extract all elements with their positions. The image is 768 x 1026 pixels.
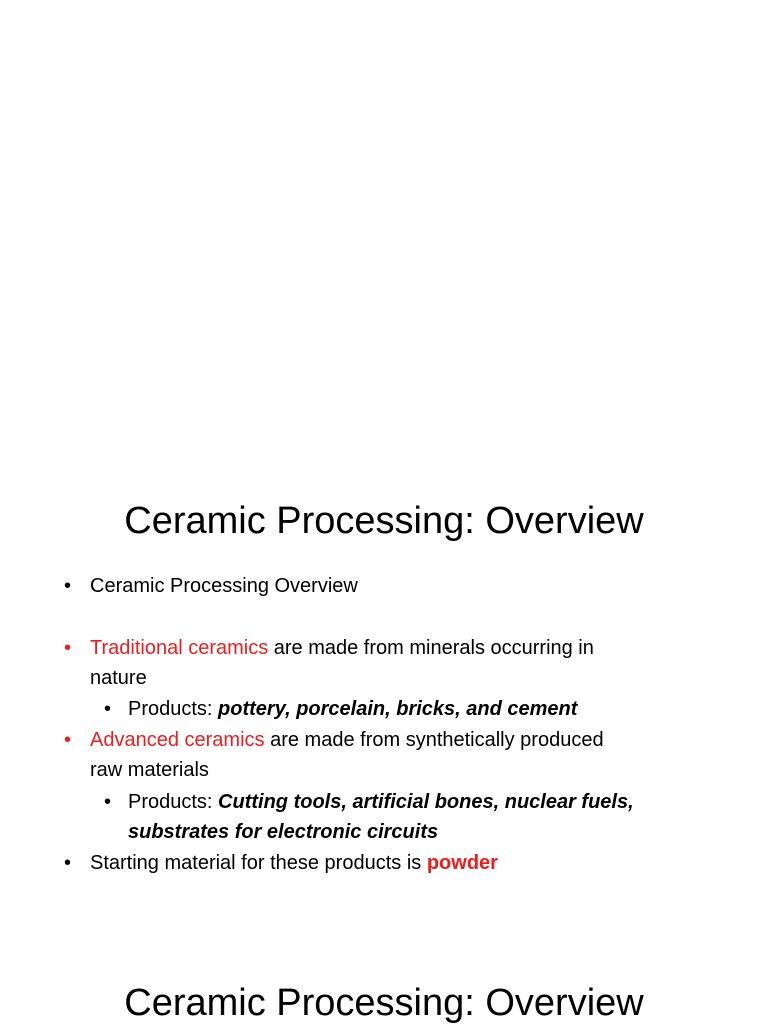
slide-title: Ceramic Processing: Overview	[124, 982, 644, 1024]
advanced-products-list: Cutting tools, artificial bones, nuclear fuels,	[218, 791, 634, 813]
highlight-traditional-ceramics: Traditional ceramics	[90, 637, 269, 659]
traditional-products-list: pottery, porcelain, bricks, and cement	[218, 698, 578, 720]
sub-bullet-marker: •	[104, 698, 112, 720]
highlight-powder: powder	[426, 852, 498, 874]
bullet-text-starting-material	[90, 848, 498, 878]
products-label: Products:	[128, 698, 219, 720]
bullet-marker: •	[64, 729, 72, 751]
bullet-marker: •	[64, 852, 72, 874]
advanced-description: are made from synthetically produced	[264, 729, 604, 751]
traditional-description: are made from minerals occurring in	[268, 637, 594, 659]
sub-bullet-marker: •	[104, 791, 112, 813]
bullet-text-advanced	[90, 725, 604, 755]
bullet-text-overview: Ceramic Processing Overview	[90, 575, 358, 597]
sub-bullet-traditional-products	[128, 694, 577, 724]
advanced-products-list-cont: substrates for electronic circuits	[128, 821, 439, 843]
highlight-advanced-ceramics: Advanced ceramics	[90, 729, 265, 751]
starting-material-text: Starting material for these products is	[90, 852, 427, 874]
traditional-description-cont: nature	[90, 667, 147, 689]
slide-title: Ceramic Processing: Overview	[124, 500, 644, 542]
sub-bullet-advanced-products	[128, 787, 634, 817]
advanced-description-cont: raw materials	[90, 759, 209, 781]
bullet-text-traditional	[90, 633, 594, 663]
bullet-marker: •	[64, 637, 72, 659]
products-label: Products:	[128, 791, 219, 813]
bullet-marker: •	[64, 575, 72, 597]
